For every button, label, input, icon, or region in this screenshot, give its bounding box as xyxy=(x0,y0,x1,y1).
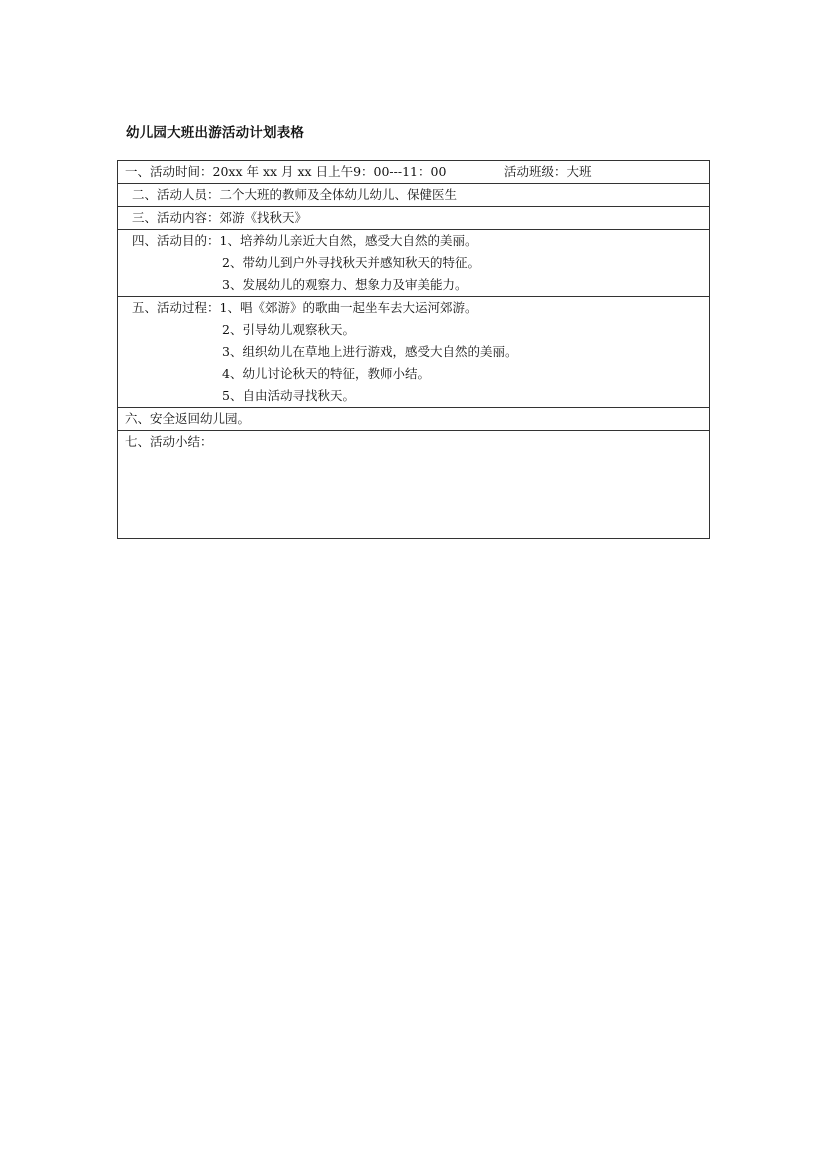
activity-class-text: 活动班级：大班 xyxy=(504,164,592,179)
goal-item: 3、发展幼儿的观察力、想象力及审美能力。 xyxy=(222,277,468,292)
activity-process-label: 五、活动过程：1、唱《郊游》的歌曲一起坐车去大运河郊游。 xyxy=(132,300,478,315)
process-item: 5、自由活动寻找秋天。 xyxy=(222,388,355,403)
activity-time-text: 一、活动时间：20xx 年 xx 月 xx 日上午9：00---11：00 xyxy=(125,164,447,179)
document-title: 幼儿园大班出游活动计划表格 xyxy=(126,125,305,141)
row-activity-goals xyxy=(118,229,709,296)
goal-item: 2、带幼儿到户外寻找秋天并感知秋天的特征。 xyxy=(222,255,480,270)
row-activity-people xyxy=(118,183,709,206)
activity-summary-label: 七、活动小结： xyxy=(125,434,213,449)
row-safe-return xyxy=(118,407,709,430)
row-activity-summary xyxy=(118,430,709,538)
activity-content-text: 三、活动内容：郊游《找秋天》 xyxy=(132,210,308,225)
activity-people-text: 二、活动人员：二个大班的教师及全体幼儿幼儿、保健医生 xyxy=(132,187,458,202)
activity-goals-label: 四、活动目的：1、培养幼儿亲近大自然，感受大自然的美丽。 xyxy=(132,233,478,248)
process-item: 3、组织幼儿在草地上进行游戏，感受大自然的美丽。 xyxy=(222,344,518,359)
activity-plan-table xyxy=(117,160,710,539)
row-activity-time xyxy=(118,161,709,183)
row-activity-content xyxy=(118,206,709,229)
process-item: 2、引导幼儿观察秋天。 xyxy=(222,322,355,337)
process-item: 4、幼儿讨论秋天的特征，教师小结。 xyxy=(222,366,430,381)
safe-return-text: 六、安全返回幼儿园。 xyxy=(125,411,251,426)
row-activity-process xyxy=(118,296,709,407)
